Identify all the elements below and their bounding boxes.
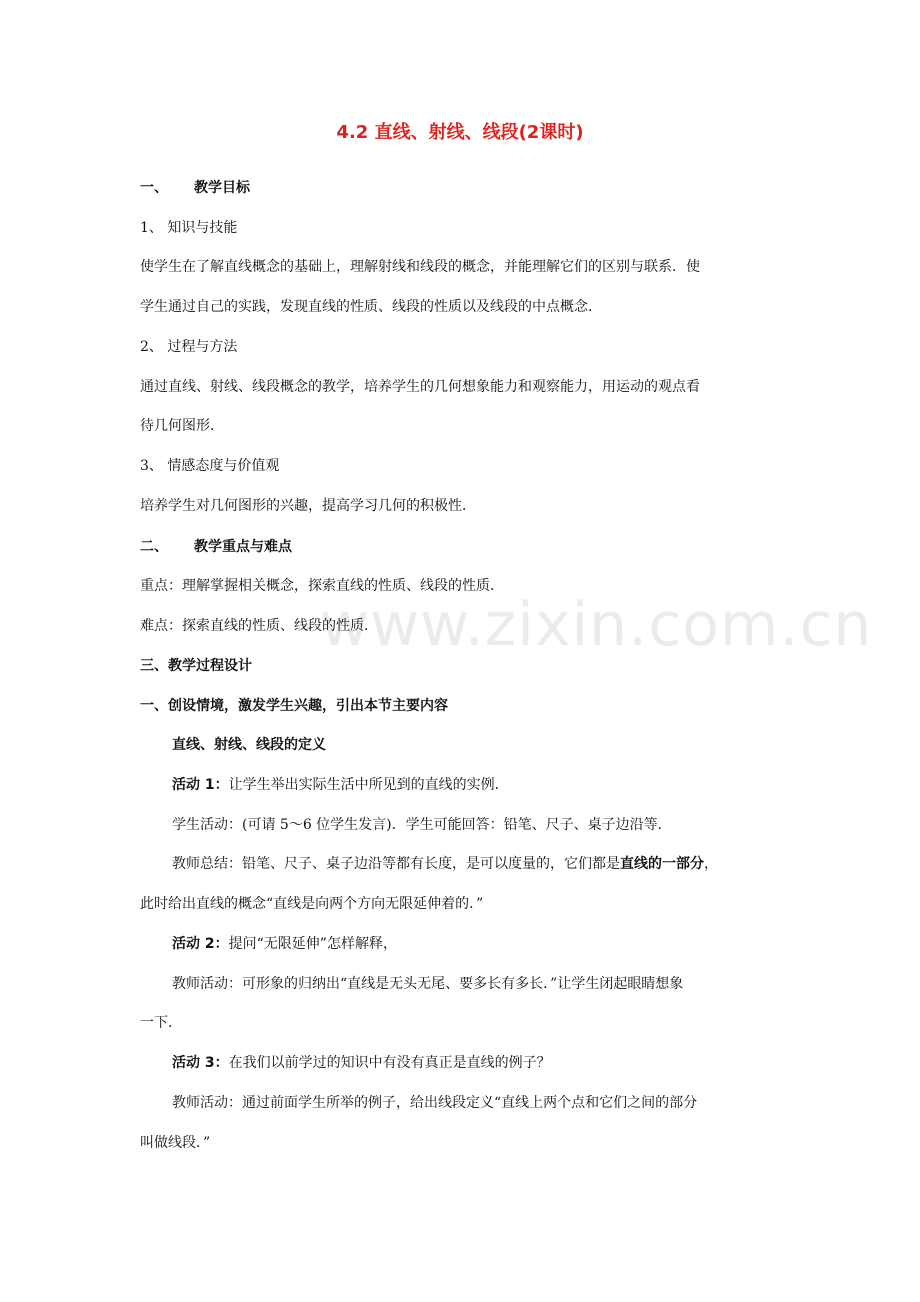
teacher-summary	[172, 854, 718, 874]
activity-1	[172, 775, 509, 795]
activity-text: 提问“无限延伸”怎样解释，	[228, 936, 397, 952]
definition-heading: 直线、射线、线段的定义	[172, 737, 326, 753]
paragraph: 叫做线段．”	[140, 1135, 211, 1151]
page-title: 4.2 直线、射线、线段(2课时)	[336, 122, 584, 143]
activity-label: 活动 1：	[172, 777, 229, 793]
activity-text: 让学生举出实际生活中所见到的直线的实例．	[228, 777, 509, 793]
difficult-point: 难点：探索直线的性质、线段的性质．	[140, 618, 378, 634]
paragraph: 培养学生对几何图形的兴趣，提高学习几何的积极性．	[140, 498, 476, 514]
key-point: 重点：理解掌握相关概念，探索直线的性质、线段的性质．	[140, 578, 504, 594]
subsection-heading: 一、创设情境，激发学生兴趣，引出本节主要内容	[140, 698, 448, 714]
teacher-activity: 教师活动：通过前面学生所举的例子，给出线段定义“直线上两个点和它们之间的部分	[172, 1095, 698, 1111]
activity-label: 活动 3：	[172, 1055, 229, 1071]
section-heading-1	[140, 178, 250, 198]
paragraph: 通过直线、射线、线段概念的教学，培养学生的几何想象能力和观察能力，用运动的观点看	[140, 379, 700, 395]
activity-3	[172, 1053, 551, 1073]
paragraph: 使学生在了解直线概念的基础上，理解射线和线段的概念，并能理解它们的区别与联系．使	[140, 259, 700, 275]
section-number: 二、	[140, 539, 168, 555]
subheading-attitude: 3、 情感态度与价值观	[140, 458, 280, 474]
teacher-summary-end: ，	[704, 856, 718, 872]
activity-label: 活动 2：	[172, 936, 229, 952]
teacher-summary-emphasis: 直线的一部分	[620, 856, 704, 872]
section-label: 教学目标	[194, 180, 250, 196]
teacher-summary-text: 教师总结：铅笔、尺子、桌子边沿等都有长度，是可以度量的，它们都是	[172, 856, 620, 872]
paragraph: 此时给出直线的概念“直线是向两个方向无限延伸着的．”	[140, 896, 484, 912]
section-heading-3: 三、教学过程设计	[140, 658, 252, 674]
section-label: 教学重点与难点	[194, 539, 292, 555]
section-heading-2	[140, 537, 292, 557]
teacher-activity: 教师活动：可形象的归纳出“直线是无头无尾、要多长有多长．”让学生闭起眼睛想象	[172, 976, 684, 992]
paragraph: 待几何图形．	[140, 418, 224, 434]
watermark: www.zixin.com.cn	[320, 590, 873, 660]
activity-text: 在我们以前学过的知识中有没有真正是直线的例子？	[228, 1055, 551, 1071]
section-number: 一、	[140, 180, 168, 196]
student-activity: 学生活动：(可请 5～6 位学生发言)．学生可能回答：铅笔、尺子、桌子边沿等．	[172, 817, 672, 833]
paragraph: 一下．	[140, 1015, 182, 1031]
paragraph: 学生通过自己的实践，发现直线的性质、线段的性质以及线段的中点概念．	[140, 299, 602, 315]
subheading-process: 2、 过程与方法	[140, 339, 238, 355]
activity-2	[172, 934, 397, 954]
subheading-knowledge: 1、 知识与技能	[140, 220, 238, 236]
